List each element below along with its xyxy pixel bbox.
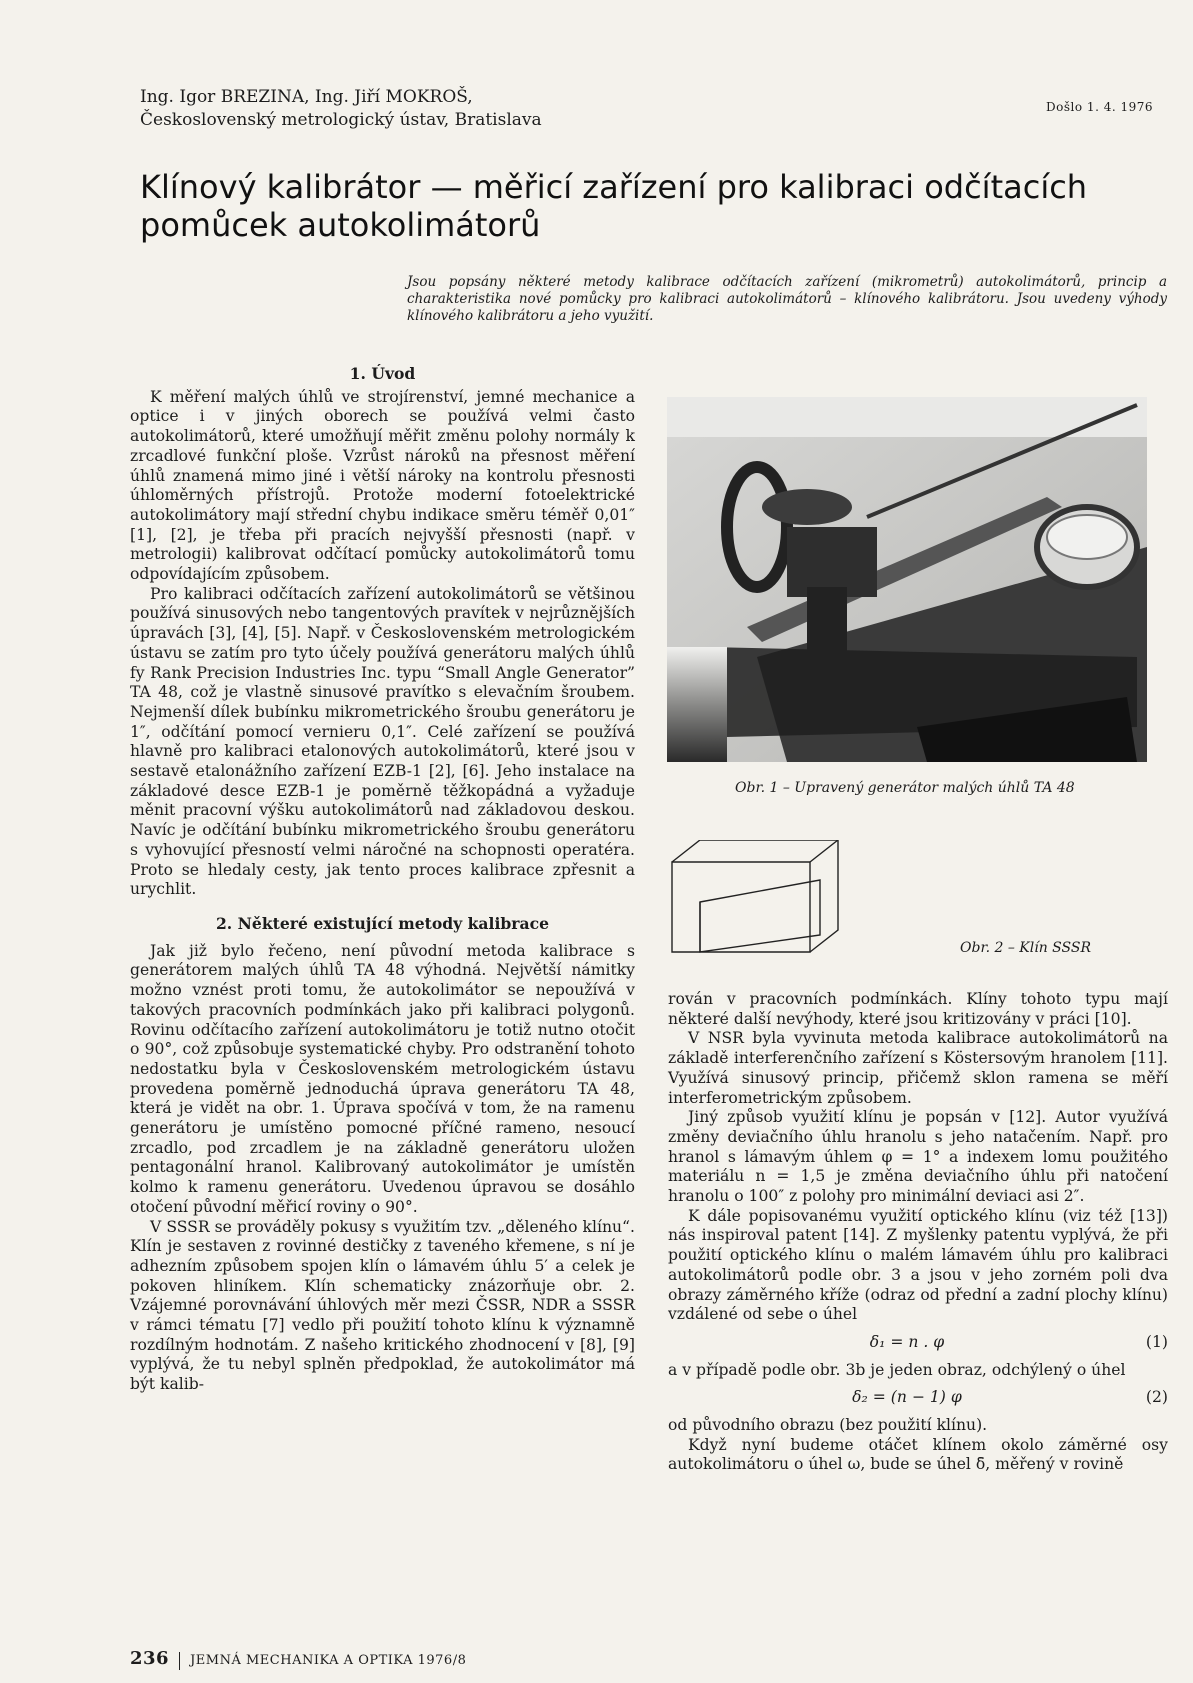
equation-number: (2): [1145, 1388, 1168, 1407]
left-column: [130, 364, 635, 1395]
paragraph: Jiný způsob využití klínu je popsán v [12]. Autor využívá změny deviačního úhlu hranolu s jeho natačením. Např. pro hranol s lámavým úhlem φ = 1° a indexem lomu použitého materiálu n = 1,5 je změna deviačního úhlu při natočení hranolu o 100″ z polohy pro minimální deviaci asi 2″.: [668, 1108, 1168, 1206]
paragraph: V SSSR se prováděly pokusy s využitím tzv. „děleného klínu“. Klín je sestaven z rovinné destičky z taveného křemene, s ní je adhezním způsobem spojen klín o lámavém úhlu 5′ a celek je pokoven hliníkem. Klín schematicky znázorňuje obr. 2. Vzájemné porovnávání úhlových měr mezi ČSSR, NDR a SSSR v rámci tématu [7] vedlo při použití tohoto klínu k významně rozdílným hodnotám. Z našeho kritického zhodnocení v [8], [9] vyplývá, že tu nebyl splněn předpoklad, že autokolimátor má být kalib-: [130, 1217, 635, 1394]
section-2-heading: 2. Některé existující metody kalibrace: [215, 913, 550, 933]
authors-line: Ing. Igor BREZINA, Ing. Jiří MOKROŠ,: [140, 87, 473, 107]
author-block: [140, 86, 542, 132]
equation-formula: δ₁ = n . φ: [869, 1332, 945, 1351]
wedge-diagram: [670, 840, 880, 970]
paragraph: K dále popisovanému využití optického klínu (viz též [13]) nás inspiroval patent [14]. Z myšlenky patentu vyplývá, že při použití optického klínu o malém lámavém úhlu pro kalibraci autokolimátorů podle obr. 3 a jsou v jeho zorném poli dva obrazy záměrného kříže (odraz od přední a zadní plochy klínu) vzdálené od sebe o úhel: [668, 1206, 1168, 1324]
paragraph: od původního obrazu (bez použití klínu).: [668, 1416, 988, 1435]
paragraph: Jak již bylo řečeno, není původní metoda kalibrace s generátorem malých úhlů TA 48 výhodná. Největší námitky možno vznést proti tomu, že autokolimátor se nepoužívá v takových pracovních podmínkách jako při kalibraci polygonů. Rovinu odčítacího zařízení autokolimátoru je totiž nutno otočit o 90°, což způsobuje systematické chyby. Pro odstranění tohoto nedostatku byla v Československém metrologickém ústavu provedena poměrně jednoduchá úprava generátoru TA 48, která je vidět na obr. 1. Úprava spočívá v tom, že na ramenu generátoru je umístěno pomocné příčné rameno, nesoucí zrcadlo, pod zrcadlem je na základně generátoru uložen pentagonální hranol. Kalibrovaný autokolimátor je umístěn kolmo k ramenu generátoru. Uvedenou úpravou se dosáhlo otočení původní měřicí roviny o 90°.: [130, 941, 635, 1216]
right-column: [668, 990, 1168, 1475]
figure-1-caption: Obr. 1 – Upravený generátor malých úhlů TA 48: [735, 780, 1075, 796]
equation-formula: δ₂ = (n − 1) φ: [852, 1388, 962, 1407]
paragraph: Pro kalibraci odčítacích zařízení autokolimátorů se většinou používá sinusových nebo tangentových pravítek v nejrůznějších úpravách [3], [4], [5]. Např. v Československém metrologickém ústavu se zatím pro tyto účely používá generátoru malých úhlů fy Rank Precision Industries Inc. typu “Small Angle Generator” TA 48, což je vlastně sinusové pravítko s elevačním šroubem. Nejmenší dílek bubínku mikrometrického šroubu generátoru je 1″, odčítání pomocí vernieru 0,1″. Celé zařízení se používá hlavně pro kalibraci etalonových autokolimátorů, které jsou v sestavě etalonážního zařízení EZB-1 [2], [6]. Jeho instalace na základové desce EZB-1 je poměrně těžkopádná a vyžaduje měnit pracovní výšku autokolimátorů nad základovou deskou. Navíc je odčítání bubínku mikrometrického šroubu generátoru s vyhovující přesností velmi náročné na schopnosti operatéra. Proto se hledaly cesty, jak tento proces kalibrace zpřesnit a urychlit.: [130, 584, 635, 899]
institution: Československý metrologický ústav, Bratislava: [140, 110, 542, 130]
page-footer: [130, 1648, 466, 1670]
paragraph: K měření malých úhlů ve strojírenství, jemné mechanice a optice i v jiných oborech se používá velmi často autokolimátorů, které umožňují měřit změnu polohy normály k zrcadlové funkční ploše. Vzrůst nároků na přesnost měření úhlů znamená mimo jiné i větší nároky na kontrolu přesnosti úhloměrných přístrojů. Protože moderní fotoelektrické autokolimátory mají střední chybu indikace směru téměř 0,01″ [1], [2], je třeba při pracích nejvyšší přesnosti (např. v metrologii) kalibrovat odčítací pomůcky autokolimátorů tomu odpovídajícím způsobem.: [130, 387, 635, 584]
paragraph: V NSR byla vyvinuta metoda kalibrace autokolimátorů na základě interferenčního zařízení s Köstersovým hranolem [11]. Využívá sinusový princip, přičemž sklon ramena se měří interferometrickým způsobem.: [668, 1029, 1168, 1107]
section-1-heading: 1. Úvod: [349, 364, 416, 383]
figure-2-drawing: [670, 840, 880, 970]
figure-1-photo: [667, 397, 1147, 762]
equation-number: (1): [1145, 1332, 1168, 1351]
equation-1: [668, 1333, 1168, 1353]
page-number: 236: [130, 1648, 170, 1669]
paragraph: rován v pracovních podmínkách. Klíny tohoto typu mají některé další nevýhody, které jsou kritizovány v práci [10].: [668, 990, 1168, 1028]
paragraph: a v případě podle obr. 3b je jeden obraz, odchýlený o úhel: [668, 1360, 1126, 1379]
figure-2-caption: Obr. 2 – Klín SSSR: [960, 940, 1092, 956]
footer-divider: [179, 1652, 180, 1670]
abstract: Jsou popsány některé metody kalibrace odčítacích zařízení (mikrometrů) autokolimátorů, princip a charakteristika nové pomůcky pro kalibraci autokolimátorů – klínového kalibrátoru. Jsou uvedeny výhody klínového kalibrátoru a jeho využití.: [407, 274, 1167, 324]
small-angle-generator-photo: [667, 397, 1147, 762]
equation-2: [668, 1388, 1168, 1408]
paragraph: Když nyní budeme otáčet klínem okolo záměrné osy autokolimátoru o úhel ω, bude se úhel δ̄, měřený v rovině: [668, 1435, 1168, 1474]
received-date: Došlo 1. 4. 1976: [1046, 100, 1153, 114]
article-title: Klínový kalibrátor — měřicí zařízení pro kalibraci odčítacích pomůcek autokolimátorů: [140, 168, 1088, 244]
journal-name: JEMNÁ MECHANIKA A OPTIKA 1976/8: [190, 1653, 467, 1668]
